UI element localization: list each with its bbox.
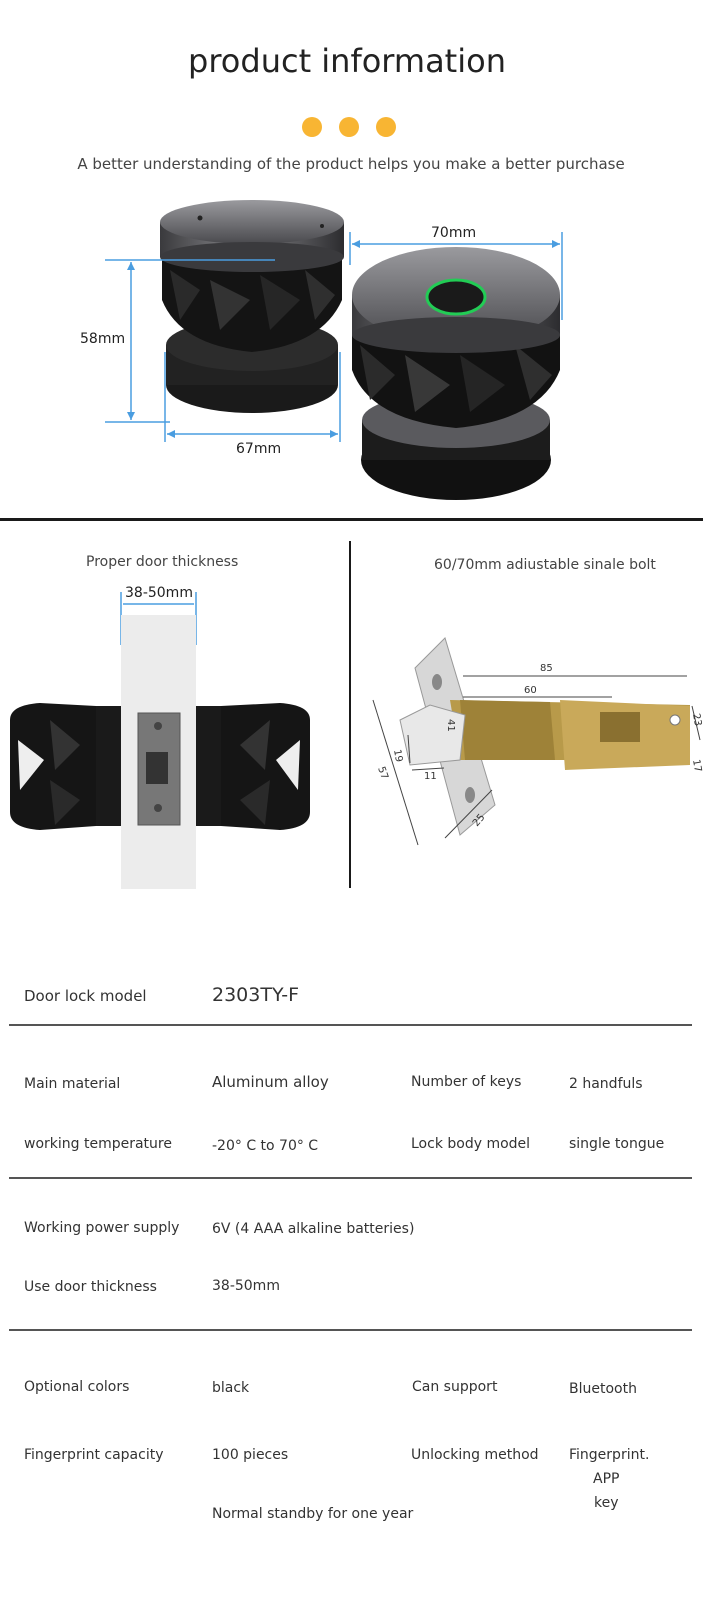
model-value: 2303TY-F <box>212 984 300 1006</box>
unlocking-method-key: key <box>594 1495 619 1511</box>
keys-label: Number of keys <box>411 1074 522 1090</box>
fingerprint-sensor-icon <box>427 280 485 314</box>
support-label: Can support <box>412 1379 498 1395</box>
colors-label: Optional colors <box>24 1379 130 1395</box>
lock-body-value: single tongue <box>569 1136 665 1152</box>
dot-icon <box>302 117 322 137</box>
door-thickness-value: 38-50mm <box>125 585 193 601</box>
model-label: Door lock model <box>24 987 147 1005</box>
bolt-57: 57 <box>375 765 390 781</box>
standby-value: Normal standby for one year <box>212 1506 414 1522</box>
bolt-85: 85 <box>540 663 553 674</box>
right-knob-image <box>352 247 560 500</box>
door-thickness-label: Proper door thickness <box>86 554 239 570</box>
material-label: Main material <box>24 1076 121 1092</box>
bolt-19: 19 <box>391 748 405 764</box>
base-width-dimension: 67mm <box>236 441 282 457</box>
bolt-17: 17 <box>690 758 704 774</box>
unlocking-method-app: APP <box>593 1471 620 1487</box>
spec-divider <box>9 1329 692 1331</box>
support-value: Bluetooth <box>569 1381 637 1397</box>
temperature-label: working temperature <box>24 1136 172 1152</box>
page-title: product information <box>188 42 506 80</box>
fingerprint-capacity-value: 100 pieces <box>212 1447 289 1463</box>
product-dimension-illustration <box>0 195 726 515</box>
power-value: 6V (4 AAA alkaline batteries) <box>212 1221 415 1237</box>
unlocking-method-label: Unlocking method <box>411 1447 539 1463</box>
height-dimension: 58mm <box>80 331 126 347</box>
bolt-60: 60 <box>524 685 537 696</box>
fingerprint-capacity-label: Fingerprint capacity <box>24 1447 164 1463</box>
material-value: Aluminum alloy <box>212 1073 329 1091</box>
section-divider <box>0 518 703 521</box>
bolt-25: 25 <box>470 812 488 829</box>
door-thickness-spec-label: Use door thickness <box>24 1279 157 1295</box>
left-knob-image <box>160 200 344 413</box>
lock-body-label: Lock body model <box>411 1136 531 1152</box>
spec-divider <box>9 1177 692 1179</box>
door-thickness-illustration <box>0 590 345 890</box>
bolt-label: 60/70mm adiustable sinale bolt <box>434 557 656 573</box>
decorative-dots <box>302 117 396 137</box>
door-thickness-spec-value: 38-50mm <box>212 1278 280 1294</box>
unlocking-method-fingerprint: Fingerprint. <box>569 1447 650 1463</box>
keys-value: 2 handfuls <box>569 1076 643 1092</box>
column-divider <box>349 541 351 888</box>
bolt-23: 23 <box>690 712 704 728</box>
spec-divider <box>9 1024 692 1026</box>
temperature-value: -20° C to 70° C <box>212 1138 319 1154</box>
colors-value: black <box>212 1380 250 1396</box>
dot-icon <box>376 117 396 137</box>
bolt-11: 11 <box>424 771 437 782</box>
top-width-dimension: 70mm <box>431 225 477 241</box>
page-subtitle: A better understanding of the product helps you make a better purchase <box>77 155 625 173</box>
latch-bolt-illustration <box>355 620 705 860</box>
power-label: Working power supply <box>24 1220 180 1236</box>
dot-icon <box>339 117 359 137</box>
bolt-41: 41 <box>445 719 456 732</box>
